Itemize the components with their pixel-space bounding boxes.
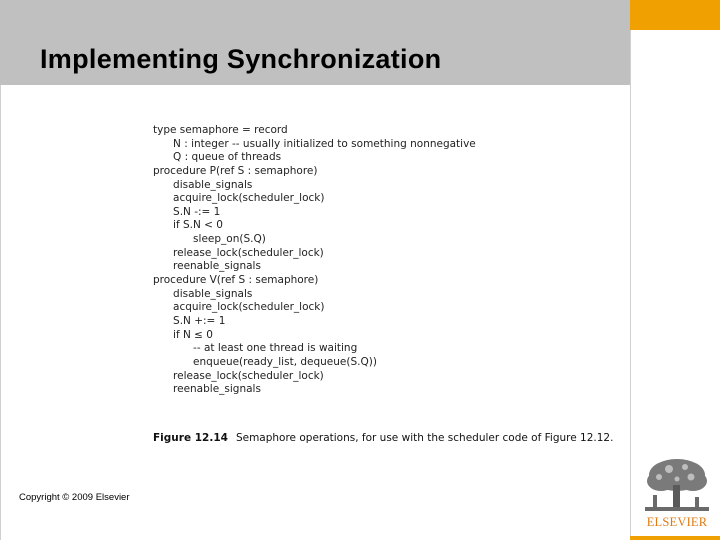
- slide-title: Implementing Synchronization: [40, 44, 442, 74]
- code-line: acquire_lock(scheduler_lock): [153, 301, 325, 314]
- bottom-accent: [630, 536, 720, 540]
- code-line: procedure P(ref S : semaphore): [153, 164, 318, 177]
- code-line: disable_signals: [153, 178, 253, 191]
- code-line: -- at least one thread is waiting: [153, 342, 358, 355]
- side-divider: [630, 30, 631, 540]
- code-line: reenable_signals: [153, 383, 261, 396]
- figure-caption: [153, 432, 613, 444]
- code-line: acquire_lock(scheduler_lock): [153, 192, 325, 205]
- accent-block: [630, 0, 720, 30]
- code-line: procedure V(ref S : semaphore): [153, 274, 319, 287]
- code-line: disable_signals: [153, 287, 253, 300]
- figure-caption-text: Semaphore operations, for use with the scheduler code of Figure 12.12.: [235, 432, 614, 444]
- left-divider: [0, 85, 1, 540]
- code-figure: [153, 124, 476, 397]
- code-line: N : integer -- usually initialized to something nonnegative: [153, 137, 476, 150]
- code-line: release_lock(scheduler_lock): [153, 246, 324, 259]
- code-line: release_lock(scheduler_lock): [153, 369, 324, 382]
- code-line: sleep_on(S.Q): [153, 233, 266, 246]
- copyright-notice: Copyright © 2009 Elsevier: [19, 492, 130, 503]
- code-line: if S.N < 0: [153, 219, 223, 232]
- code-line: if N ≤ 0: [153, 328, 213, 341]
- figure-label: Figure 12.14: [153, 432, 228, 444]
- code-line: enqueue(ready_list, dequeue(S.Q)): [153, 355, 377, 368]
- code-line: type semaphore = record: [153, 124, 288, 136]
- code-line: reenable_signals: [153, 260, 261, 273]
- publisher-name: ELSEVIER: [646, 515, 708, 529]
- code-line: S.N -:= 1: [153, 205, 221, 218]
- code-line: S.N +:= 1: [153, 314, 226, 327]
- code-line: Q : queue of threads: [153, 151, 282, 164]
